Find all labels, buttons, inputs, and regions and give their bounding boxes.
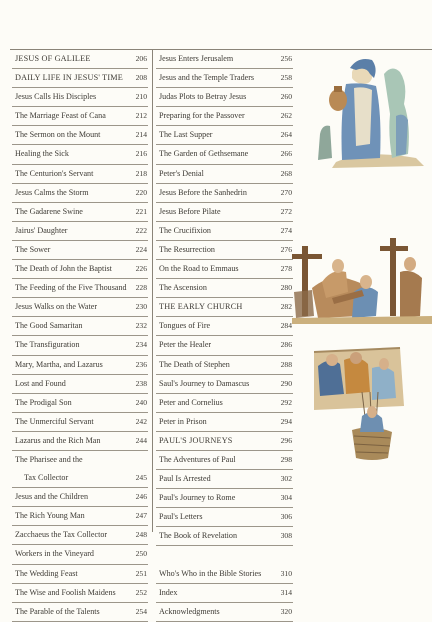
entry-title: Jesus and the Children [15, 492, 89, 502]
contents-entry-the-death-of-john-the-baptist [12, 260, 148, 279]
entry-page-number: 306 [280, 512, 292, 522]
entry-title: The Last Supper [159, 130, 213, 140]
contents-entry-the-parable-of-the-talents [12, 603, 148, 622]
entry-title: Saul's Journey to Damascus [159, 378, 250, 388]
entry-title: PAUL'S JOURNEYS [159, 435, 233, 445]
entry-title: The Wedding Feast [15, 568, 78, 578]
contents-entry-jesus-calms-the-storm [12, 184, 148, 203]
contents-entry-paul-s-journeys [156, 432, 293, 451]
entry-page-number: 278 [280, 264, 292, 274]
contents-entry-the-adventures-of-paul [156, 451, 293, 470]
entry-page-number: 296 [280, 435, 292, 445]
entry-title: The Feeding of the Five Thousand [15, 283, 127, 293]
contents-entry-peter-and-cornelius [156, 394, 293, 413]
entry-page-number: 314 [280, 587, 292, 597]
entry-page-number: 246 [135, 492, 147, 502]
contents-entry-saul-s-journey-to-damascus [156, 375, 293, 394]
entry-page-number: 302 [280, 474, 292, 484]
entry-page-number: 282 [280, 302, 292, 312]
entry-page-number: 206 [135, 54, 147, 63]
contents-entry-jesus-and-the-temple-traders [156, 69, 293, 88]
entry-page-number: 272 [280, 206, 292, 216]
contents-entry-paul-s-journey-to-rome [156, 489, 293, 508]
entry-page-number: 288 [280, 359, 292, 369]
contents-entry-lost-and-found [12, 375, 148, 394]
contents-entry-the-early-church [156, 298, 293, 317]
contents-entry-mary-martha-and-lazarus [12, 356, 148, 375]
entry-title: JESUS OF GALILEE [15, 54, 91, 63]
contents-left-column [12, 50, 148, 622]
entry-title: Tongues of Fire [159, 321, 211, 331]
entry-page-number: 244 [135, 435, 147, 445]
entry-page-number: 248 [135, 530, 147, 540]
contents-entry-the-prodigal-son [12, 394, 148, 413]
entry-page-number: 274 [280, 225, 292, 235]
entry-title: Mary, Martha, and Lazarus [15, 359, 103, 369]
entry-title: The Resurrection [159, 244, 215, 254]
contents-entry-paul-is-arrested [156, 470, 293, 489]
entry-page-number: 294 [280, 416, 292, 426]
entry-title: Healing the Sick [15, 149, 69, 159]
contents-entry-jesus-calls-his-disciples [12, 88, 148, 107]
column-divider [152, 50, 153, 532]
entry-page-number: 250 [135, 549, 147, 559]
entry-title: Paul's Letters [159, 512, 203, 522]
entry-title: Peter and Cornelius [159, 397, 223, 407]
entry-page-number: 268 [280, 168, 292, 178]
entry-page-number: 262 [280, 111, 292, 121]
contents-entry-on-the-road-to-emmaus [156, 260, 293, 279]
entry-page-number: 290 [280, 378, 292, 388]
contents-entry-the-ascension [156, 279, 293, 298]
entry-title: The Unmerciful Servant [15, 416, 94, 426]
entry-page-number: 264 [280, 130, 292, 140]
entry-title: THE EARLY CHURCH [159, 302, 243, 312]
contents-entry-workers-in-the-vineyard [12, 545, 148, 564]
entry-page-number: 214 [135, 130, 147, 140]
crucifixion-scene-illustration [292, 232, 432, 324]
entry-page-number: 247 [135, 511, 147, 521]
entry-title: Judas Plots to Betray Jesus [159, 92, 247, 102]
entry-title: The Wise and Foolish Maidens [15, 587, 116, 597]
entry-title: Workers in the Vineyard [15, 549, 94, 559]
entry-title: The Garden of Gethsemane [159, 149, 249, 159]
entry-page-number: 298 [280, 454, 292, 464]
entry-title: Index [159, 587, 178, 597]
entry-title: Lazarus and the Rich Man [15, 435, 101, 445]
contents-entry-the-wise-and-foolish-maidens [12, 584, 148, 603]
contents-spacer [156, 546, 293, 564]
entry-title: The Transfiguration [15, 340, 80, 350]
entry-title: Acknowledgments [159, 606, 220, 616]
entry-page-number: 242 [135, 416, 147, 426]
contents-entry-lazarus-and-the-rich-man [12, 432, 148, 451]
entry-title: Jesus and the Temple Traders [159, 73, 255, 83]
contents-entry-preparing-for-the-passover [156, 107, 293, 126]
contents-entry-peter-in-prison [156, 413, 293, 432]
contents-entry-the-rich-young-man [12, 507, 148, 526]
contents-entry-tax-collector [12, 469, 148, 488]
contents-entry-the-gadarene-swine [12, 203, 148, 222]
entry-page-number: 280 [280, 283, 292, 293]
contents-entry-daily-life-in-jesus-time [12, 69, 148, 88]
entry-page-number: 270 [280, 187, 292, 197]
entry-page-number: 256 [280, 54, 292, 63]
entry-page-number: 232 [135, 321, 147, 331]
entry-title: Jesus Before Pilate [159, 206, 221, 216]
entry-page-number: 254 [135, 606, 147, 616]
entry-title: Jairus' Daughter [15, 225, 68, 235]
entry-page-number: 245 [135, 473, 147, 483]
entry-title: Jesus Before the Sanhedrin [159, 187, 247, 197]
contents-entry-jesus-and-the-children [12, 488, 148, 507]
contents-entry-the-pharisee-and-the [12, 451, 148, 469]
entry-page-number: 320 [280, 606, 292, 616]
entry-title: The Sower [15, 244, 51, 254]
entry-title: Preparing for the Passover [159, 111, 245, 121]
entry-page-number: 304 [280, 493, 292, 503]
contents-entry-jesus-of-galilee [12, 50, 148, 69]
entry-title: The Parable of the Talents [15, 606, 100, 616]
contents-entry-the-death-of-stephen [156, 356, 293, 375]
contents-entry-index [156, 584, 293, 603]
entry-title: DAILY LIFE IN JESUS' TIME [15, 73, 123, 83]
entry-page-number: 284 [280, 321, 292, 331]
entry-title: Lost and Found [15, 378, 66, 388]
contents-entry-jesus-before-pilate [156, 203, 293, 222]
entry-page-number: 286 [280, 340, 292, 350]
entry-page-number: 238 [135, 378, 147, 388]
entry-page-number: 260 [280, 92, 292, 102]
entry-page-number: 222 [135, 225, 147, 235]
entry-page-number: 216 [135, 149, 147, 159]
entry-page-number: 221 [135, 206, 147, 216]
entry-title: The Death of John the Baptist [15, 264, 112, 274]
entry-page-number: 251 [135, 568, 147, 578]
entry-title: The Good Samaritan [15, 321, 83, 331]
entry-title: Paul Is Arrested [159, 474, 211, 484]
contents-entry-the-unmerciful-servant [12, 413, 148, 432]
entry-title: Jesus Enters Jerusalem [159, 54, 234, 63]
contents-entry-tongues-of-fire [156, 317, 293, 336]
contents-entry-the-centurion-s-servant [12, 165, 148, 184]
entry-title: The Crucifixion [159, 225, 211, 235]
basket-lowered-from-wall-illustration [314, 346, 432, 462]
entry-page-number: 228 [135, 283, 147, 293]
contents-entry-jesus-before-the-sanhedrin [156, 184, 293, 203]
entry-page-number: 218 [135, 168, 147, 178]
contents-entry-healing-the-sick [12, 145, 148, 164]
entry-page-number: 224 [135, 244, 147, 254]
entry-title: The Pharisee and the [15, 454, 83, 464]
contents-entry-jairus-daughter [12, 222, 148, 241]
contents-entry-the-resurrection [156, 241, 293, 260]
entry-title: Jesus Walks on the Water [15, 302, 98, 312]
entry-title: Jesus Calls His Disciples [15, 92, 97, 102]
entry-title: Peter's Denial [159, 168, 204, 178]
contents-entry-peter-s-denial [156, 165, 293, 184]
entry-title: The Adventures of Paul [159, 454, 236, 464]
entry-page-number: 226 [135, 264, 147, 274]
contents-entry-the-good-samaritan [12, 317, 148, 336]
entry-title: The Gadarene Swine [15, 206, 83, 216]
contents-entry-the-book-of-revelation [156, 527, 293, 546]
entry-page-number: 236 [135, 359, 147, 369]
contents-entry-acknowledgments [156, 603, 293, 622]
entry-title: The Book of Revelation [159, 531, 237, 541]
entry-title: Paul's Journey to Rome [159, 493, 236, 503]
contents-middle-column [156, 50, 293, 622]
entry-title: Peter the Healer [159, 340, 212, 350]
entry-page-number: 210 [135, 92, 147, 102]
entry-title: The Ascension [159, 283, 207, 293]
entry-page-number: 252 [135, 587, 147, 597]
entry-title: Zacchaeus the Tax Collector [15, 530, 108, 540]
contents-entry-the-last-supper [156, 126, 293, 145]
woman-with-water-jar-illustration [296, 54, 432, 169]
entry-page-number: 258 [280, 73, 292, 83]
entry-title: The Marriage Feast of Cana [15, 111, 106, 121]
entry-title: Peter in Prison [159, 416, 207, 426]
entry-title: The Prodigal Son [15, 397, 72, 407]
entry-page-number: 308 [280, 531, 292, 541]
entry-page-number: 234 [135, 340, 147, 350]
entry-page-number: 208 [135, 73, 147, 83]
contents-entry-zacchaeus-the-tax-collector [12, 526, 148, 545]
contents-entry-the-crucifixion [156, 222, 293, 241]
contents-entry-the-sower [12, 241, 148, 260]
entry-title: On the Road to Emmaus [159, 264, 239, 274]
entry-page-number: 310 [280, 568, 292, 578]
entry-page-number: 292 [280, 397, 292, 407]
entry-title: Tax Collector [24, 473, 69, 483]
contents-entry-the-transfiguration [12, 336, 148, 355]
contents-entry-jesus-walks-on-the-water [12, 298, 148, 317]
contents-entry-the-marriage-feast-of-cana [12, 107, 148, 126]
contents-entry-jesus-enters-jerusalem [156, 50, 293, 69]
contents-entry-the-garden-of-gethsemane [156, 145, 293, 164]
entry-title: The Centurion's Servant [15, 168, 94, 178]
entry-page-number: 240 [135, 397, 147, 407]
entry-page-number: 276 [280, 244, 292, 254]
contents-entry-the-sermon-on-the-mount [12, 126, 148, 145]
entry-page-number: 230 [135, 302, 147, 312]
contents-entry-paul-s-letters [156, 508, 293, 527]
contents-entry-judas-plots-to-betray-jesus [156, 88, 293, 107]
entry-title: Jesus Calms the Storm [15, 187, 89, 197]
contents-entry-the-feeding-of-the-five-thousand [12, 279, 148, 298]
entry-title: The Rich Young Man [15, 511, 85, 521]
entry-title: The Sermon on the Mount [15, 130, 101, 140]
entry-page-number: 212 [135, 111, 147, 121]
contents-entry-the-wedding-feast [12, 565, 148, 584]
entry-title: The Death of Stephen [159, 359, 230, 369]
contents-entry-who-s-who-in-the-bible-stories [156, 565, 293, 584]
entry-page-number: 266 [280, 149, 292, 159]
entry-title: Who's Who in the Bible Stories [159, 568, 262, 578]
entry-page-number: 220 [135, 187, 147, 197]
contents-entry-peter-the-healer [156, 336, 293, 355]
